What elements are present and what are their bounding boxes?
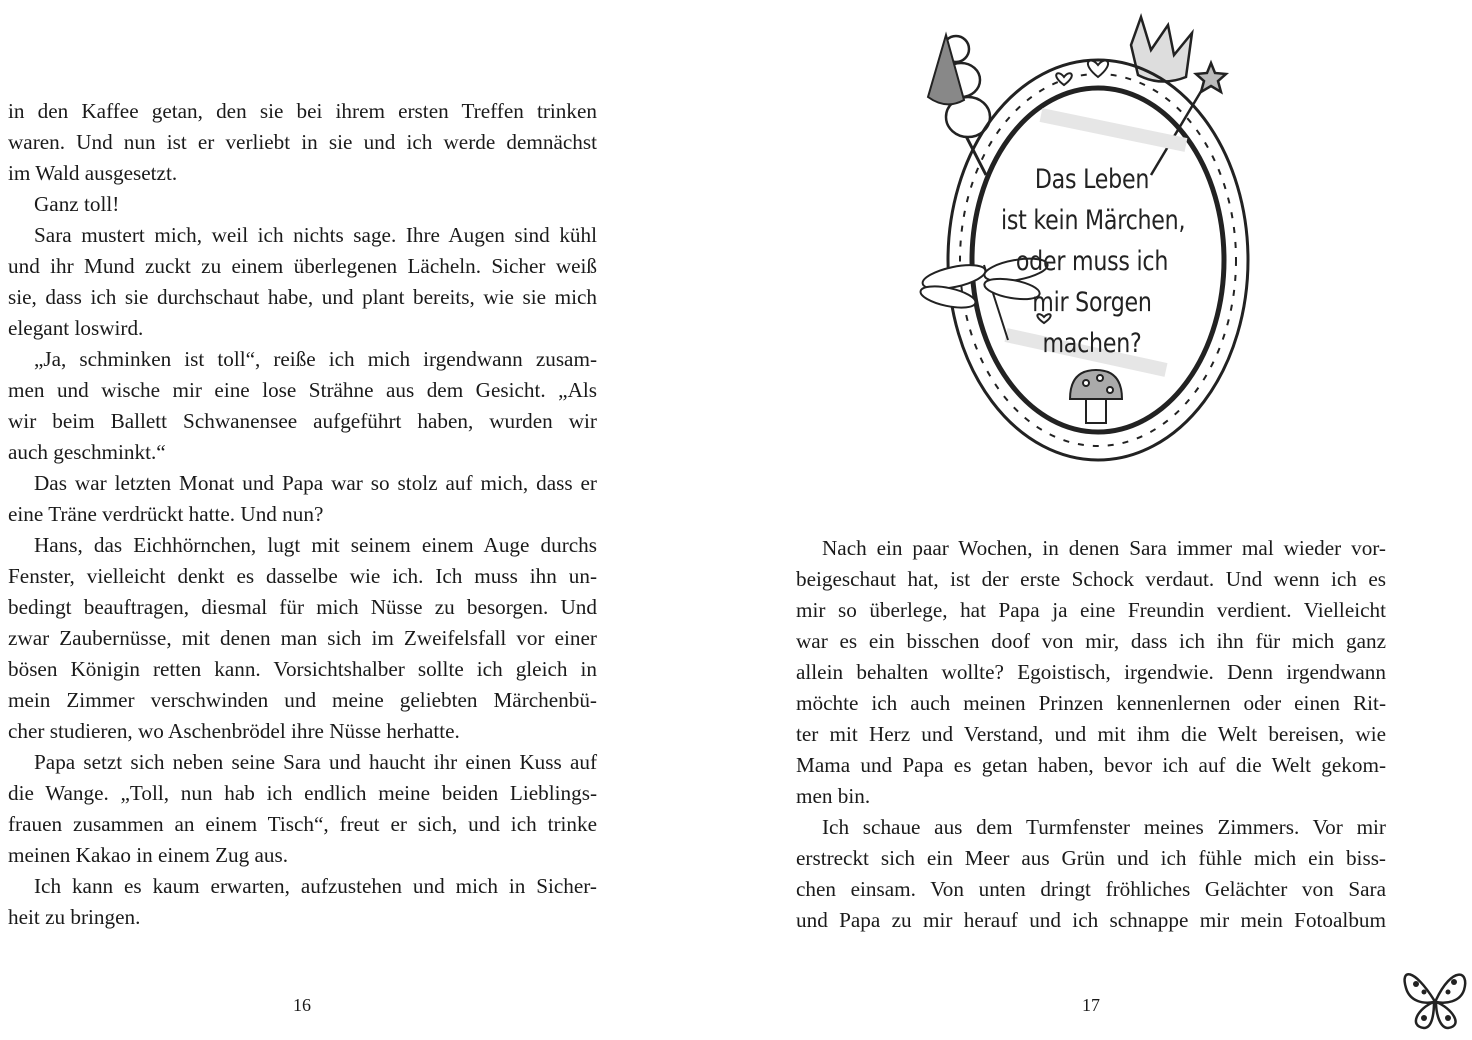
text-line: Mama und Papa es getan haben, bevor ich auf die Welt gekom- [796, 753, 1386, 777]
mushroom-icon [1070, 370, 1122, 423]
text-line: erstreckt sich ein Meer aus Grün und ich fühle mich ein biss- [796, 846, 1386, 870]
mirror-illustration [886, 5, 1306, 485]
text-line: cher studieren, wo Aschenbrödel ihre Nüsse herhatte. [8, 719, 460, 743]
text-line: waren. Und nun ist er verliebt in sie und ich werde demnächst [8, 130, 597, 154]
text-line: wir beim Ballett Schwanensee aufgeführt haben, wurden wir [8, 409, 597, 433]
text-line: bösen Königin retten kann. Vorsichtshalber sollte ich gleich in [8, 657, 597, 681]
text-line: Ganz toll! [34, 192, 120, 216]
text-line: auch geschminkt.“ [8, 440, 166, 464]
text-line: Papa setzt sich neben seine Sara und haucht ihr einen Kuss auf [34, 750, 597, 774]
crown-icon [1131, 17, 1192, 82]
text-line: war es ein bisschen doof von mir, dass ich ihn für mich ganz [796, 629, 1386, 653]
text-line: elegant loswird. [8, 316, 144, 340]
text-line: chen einsam. Von unten dringt fröhliches Gelächter von Sara [796, 877, 1386, 901]
text-line: men und wische mir eine lose Strähne aus dem Gesicht. „Als [8, 378, 597, 402]
mirror-quote-line: machen? [1042, 328, 1142, 359]
heart-icon [1056, 73, 1072, 85]
text-line: Ich schaue aus dem Turmfenster meines Zimmers. Vor mir [822, 815, 1386, 839]
text-line: mein Zimmer verschwinden und meine geliebten Märchenbü- [8, 688, 597, 712]
text-line: Das war letzten Monat und Papa war so stolz auf mich, dass er [34, 471, 597, 495]
text-line: mir so überlege, hat Papa ja eine Freundin verdient. Vielleicht [796, 598, 1386, 622]
text-line: in den Kaffee getan, den sie bei ihrem ersten Treffen trinken [8, 99, 597, 123]
text-line: und ihr Mund zuckt zu einem überlegenen Lächeln. Sicher weiß [8, 254, 597, 278]
text-line: „Ja, schminken ist toll“, reiße ich mich irgendwann zusam- [34, 347, 597, 371]
mirror-quote-line: oder muss ich [1015, 246, 1169, 277]
mirror-quote-line: mir Sorgen [1032, 287, 1152, 318]
text-line: im Wald ausgesetzt. [8, 161, 178, 185]
text-line: beigeschaut hat, ist der erste Schock verdaut. Und wenn ich es [796, 567, 1386, 591]
mirror-quote-line: ist kein Märchen, [1000, 205, 1186, 236]
left-body-text [8, 96, 597, 933]
right-body-text [796, 533, 1386, 936]
butterfly-icon [1394, 958, 1472, 1038]
text-line: eine Träne verdrückt hatte. Und nun? [8, 502, 324, 526]
text-line: frauen zusammen an einem Tisch“, freut er sich, und ich trinke [8, 812, 597, 836]
page-number-right: 17 [1082, 995, 1100, 1015]
page-number-left: 16 [293, 995, 311, 1015]
mirror-quote [1000, 159, 1186, 364]
text-line: ter mit Herz und Verstand, und mit ihm die Welt bereisen, wie [796, 722, 1386, 746]
text-line: zwar Zaubernüsse, mit denen man sich im Zweifelsfall vor einer [8, 626, 597, 650]
right-page [736, 0, 1472, 1040]
text-line: Sara mustert mich, weil ich nichts sage. Ihre Augen sind kühl [34, 223, 597, 247]
text-line: men bin. [796, 784, 871, 808]
mirror-quote-line: Das Leben [1034, 164, 1150, 195]
text-line: die Wange. „Toll, nun hab ich endlich meine beiden Lieblings- [8, 781, 597, 805]
text-line: Ich kann es kaum erwarten, aufzustehen und mich in Sicher- [34, 874, 597, 898]
text-line: Nach ein paar Wochen, in denen Sara immer mal wieder vor- [822, 536, 1386, 560]
text-line: möchte ich auch meinen Prinzen kennenlernen oder einen Rit- [796, 691, 1386, 715]
text-line: bedingt beauftragen, diesmal für mich Nüsse zu besorgen. Und [8, 595, 597, 619]
text-line: meinen Kakao in einem Zug aus. [8, 843, 289, 867]
text-line: Hans, das Eichhörnchen, lugt mit seinem einem Auge durchs [34, 533, 597, 557]
text-line: sie, dass ich sie durchschaut habe, und plant bereits, wie sie mich [8, 285, 597, 309]
text-line: und Papa zu mir herauf und ich schnappe mir mein Fotoalbum [796, 908, 1386, 932]
text-line: heit zu bringen. [8, 905, 141, 929]
heart-icon [1088, 61, 1108, 77]
text-line: allein behalten wollte? Egoistisch, irgendwie. Denn irgendwann [796, 660, 1386, 684]
text-line: Fenster, vielleicht denkt es dasselbe wie ich. Ich muss ihn un- [8, 564, 597, 588]
